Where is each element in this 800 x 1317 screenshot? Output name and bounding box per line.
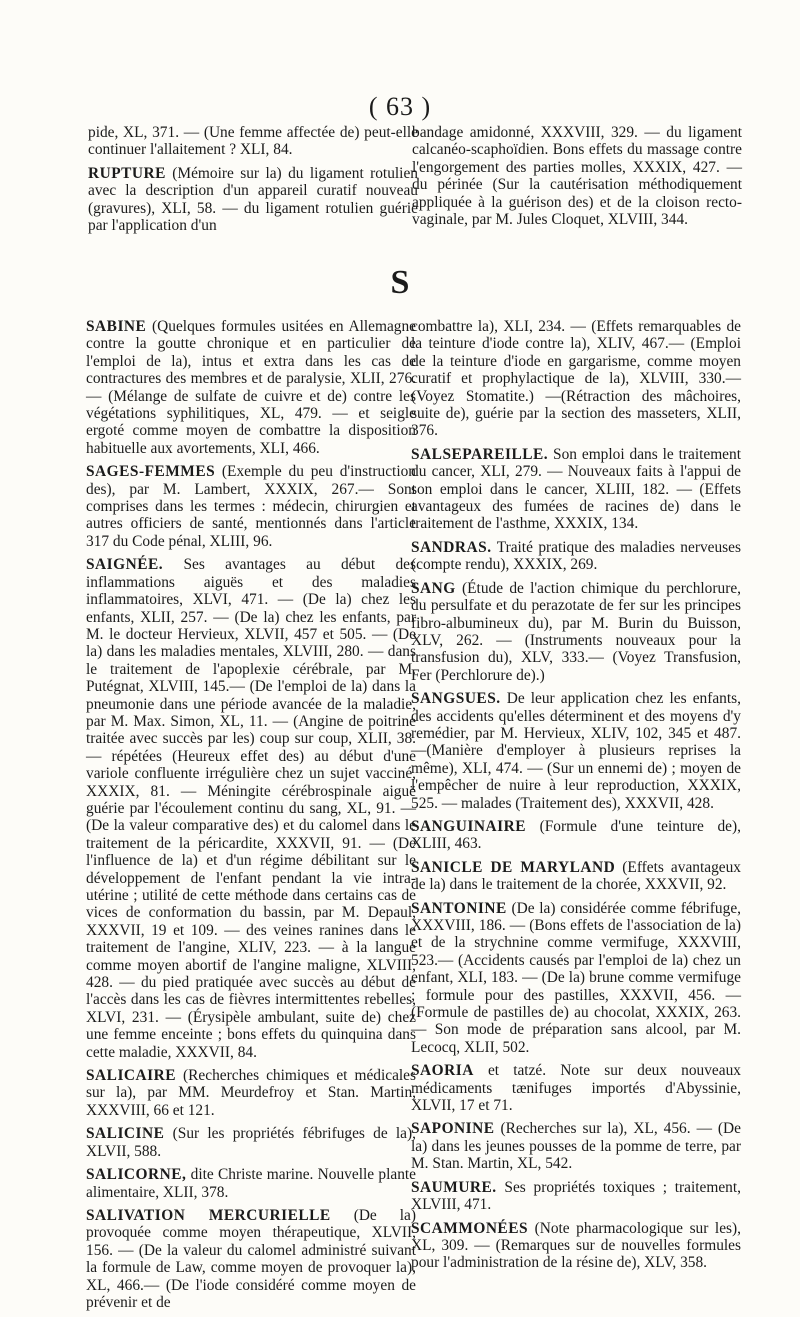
index-entry: [411, 690, 741, 812]
index-entry: [411, 580, 741, 684]
index-entry: [86, 1125, 416, 1160]
entry-headword: SALICINE: [86, 1125, 165, 1143]
entry-text: De leur application chez les enfants, des accidents qu'elles déterminent et des moyens d'y remédier, par M. Hervieux, XLIV, 102, 345 et 487. —(Manière d'employer à plusieurs reprises la même), XLI, 474. — (Sur un ennemi de) ; moyen de l'empêcher de nuire à leur reproduction, XXXIX, 525. — malades (Traitement des), XXXVII, 428.: [411, 690, 741, 812]
entry-headword: SABINE: [86, 318, 147, 335]
entry-headword: SANDRAS.: [411, 538, 492, 556]
entry-text: (Quelques formules usitées en Allemagne contre la goutte chronique et en particulier de l'emploi de la), intus et extra dans les cas de contractures des membres et de paralysie, XLII, 276.— (Mélange de sulfate de cuivre et de) contre les végétations syphilitiques, XL, 479. — et seigle ergoté comme moyen de combattre la disposition habituelle aux avortements, XLI, 466.: [86, 318, 416, 457]
index-entry: [411, 859, 741, 894]
entry-text: (Étude de l'action chimique du perchlorure, du persulfate et du perazotate de fer sur les principes fibro-albumineux du), par M. Burin du Buisson, XLV, 262. — (Instruments nouveaux pour la transfusion du), XLV, 333.— (Voyez Transfusion, Fer (Perchlorure de).): [411, 579, 741, 684]
entry-headword: SANGUINAIRE: [411, 817, 526, 835]
index-entry: [411, 1220, 741, 1272]
index-entry: [86, 1207, 416, 1311]
section-letter: S: [390, 264, 410, 301]
entry-text: Ses propriétés toxiques ; traitement, XLVIII, 471.: [411, 1178, 741, 1214]
column-right: [411, 318, 741, 1278]
page-number: ( 63 ): [368, 92, 432, 121]
entry-text: (Mémoire sur la) du ligament rotulien avec la description d'un appareil curatif nouveau (gravures), XLI, 58. — du ligament rotulien guérie par l'application d'un: [88, 164, 418, 235]
entry-headword: SALIVATION MERCURIELLE: [86, 1206, 331, 1224]
entry-headword: SAIGNÉE.: [86, 556, 164, 574]
column-top-right: [412, 124, 742, 234]
entry-headword: RUPTURE: [88, 164, 166, 182]
entry-text: (Recherches chimiques et médicales sur la), par MM. Meurdefroy et Stan. Martin, XXXVIII, 66 et 121.: [86, 1067, 416, 1119]
index-entry: [86, 318, 416, 457]
entry-text: et tatzé. Note sur deux nouveaux médicaments tænifuges importés d'Abyssinie, XLVII, 17 et 71.: [411, 1062, 741, 1115]
entry-text: (Note pharmacologique sur les), XL, 309. — (Remarques sur de nouvelles formules pour l'administration de la résine de), XLV, 358.: [411, 1219, 741, 1272]
column-top-left: [88, 124, 418, 240]
index-entry: [411, 318, 741, 440]
index-entry: [411, 1120, 741, 1172]
entry-headword: SAPONINE: [411, 1120, 495, 1138]
entry-headword: SANG: [411, 579, 456, 597]
entry-headword: SAGES-FEMMES: [86, 463, 216, 481]
entry-text: Ses avantages au début des inflammations aiguës et des maladies inflammatoires, XLVI, 471. — (De la) chez les enfants, XLII, 257. — (De la) chez les enfants, par M. le docteur Hervieux, XLVII, 457 et 505. — (De la) dans les maladies mentales, XLVIII, 280. — dans le traitement de l'apoplexie cérébrale, par M. Putégnat, XLVIII, 145.— (De l'emploi de la) dans la pneumonie dans une période avancée de la maladie, par M. Max. Simon, XL, 11. — (Angine de poitrine traitée avec succès par les) coup sur coup, XLII, 38. — répétées (Heureux effet des) au début d'une variole confluente irrégulière chez un sujet vacciné, XXXIX, 81. — Méningite cérébrospinale aiguë guérie par l'écoulement continu du sang, XL, 91. — (De la valeur comparative des) et du calomel dans le traitement de la péricardite, XXXVII, 91. — (De l'influence de la) et d'un régime débilitant sur le développement de l'enfant pendant la vie intra-utérine ; utilité de cette méthode dans certains cas de vices de conformation du bassin, par M. Depaul, XXXVII, 19 et 109. — des veines ranines dans le traitement de l'angine, XLIV, 223. — à la langue comme moyen abortif de l'angine maligne, XLVIII, 428. — du pied pratiquée avec succès au début de l'accès dans les cas de fièvres intermittentes rebelles, XLVI, 231. — (Érysipèle ambulant, suite de) chez une femme enceinte ; bons effets du quinquina dans cette maladie, XXXVII, 84.: [86, 556, 416, 1061]
entry-text: (Effets avantageux de la) dans le traitement de la chorée, XXXVII, 92.: [411, 858, 741, 894]
index-entry: [411, 1179, 741, 1214]
entry-text: Son emploi dans le traitement du cancer, XLI, 279. — Nouveaux faits à l'appui de son emploi dans le cancer, XLIII, 182. — (Effets avantageux des fumées de racines de) dans le traitement de l'asthme, XXXIX, 134.: [411, 445, 741, 533]
index-entry: [88, 124, 418, 159]
entry-text: (Formule d'une teinture de), XLIII, 463.: [411, 817, 741, 853]
index-entry: [411, 446, 741, 533]
index-entry: [86, 1067, 416, 1119]
column-left: [86, 318, 416, 1317]
entry-text: (Sur les propriétés fébrifuges de la), XLVII, 588.: [86, 1125, 416, 1160]
entry-headword: SALSEPAREILLE.: [411, 445, 549, 463]
entry-text: combattre la), XLI, 234. — (Effets remarquables de la teinture d'iode contre la), XLIV, 467.— (Emploi de la teinture d'iode en gargarisme, comme moyen curatif et prophylactique de la), XLVIII, 330.—(Voyez Stomatite.) —(Rétraction des mâchoires, suite de), guérie par la section des masseters, XLII, 376.: [411, 318, 741, 440]
entry-text: (De la) provoquée comme moyen thérapeutique, XLVII, 156. — (De la valeur du calomel administré suivant la formule de Law, comme moyen de provoquer la), XL, 466.— (De l'iode considéré comme moyen de prévenir et de: [86, 1206, 416, 1311]
index-entry: [411, 1062, 741, 1114]
index-entry: [86, 1166, 416, 1201]
entry-text: pide, XL, 371. — (Une femme affectée de) peut-elle continuer l'allaitement ? XLI, 84.: [88, 124, 418, 159]
entry-text: (Recherches sur la), XL, 456. — (De la) dans les jeunes pousses de la pomme de terre, par M. Stan. Martin, XL, 542.: [411, 1120, 741, 1173]
entry-headword: SANTONINE: [411, 899, 507, 917]
entry-headword: SAUMURE.: [411, 1178, 497, 1196]
index-entry: [411, 539, 741, 574]
entry-text: bandage amidonné, XXXVIII, 329. — du ligament calcanéo-scaphoïdien. Bons effets du massage contre l'engorgement des parties molles, XXXIX, 427. — du périnée (Sur la cautérisation méthodiquement appliquée à la guérison des) et de la cloison recto-vaginale, par M. Jules Cloquet, XLVIII, 344.: [412, 124, 742, 229]
index-entry: [412, 124, 742, 228]
index-entry: [411, 818, 741, 853]
entry-headword: SALICAIRE: [86, 1067, 177, 1085]
index-entry: [86, 556, 416, 1061]
entry-headword: SALICORNE,: [86, 1166, 187, 1184]
entry-text: (De la) considérée comme fébrifuge, XXXVIII, 186. — (Bons effets de l'association de la) et de la strychnine comme vermifuge, XXXVIII, 523.— (Accidents causés par l'emploi de la) chez un enfant, XLI, 183. — (De la) brune comme vermifuge ; formule pour des pastilles, XXXVII, 456. — (Formule de pastilles de) au chocolat, XXXIX, 263. — Son mode de préparation sans alcool, par M. Lecocq, XLII, 502.: [411, 899, 741, 1056]
entry-headword: SCAMMONÉES: [411, 1219, 529, 1237]
entry-text: dite Christe marine. Nouvelle plante alimentaire, XLII, 378.: [86, 1166, 416, 1201]
entry-headword: SAORIA: [411, 1062, 474, 1080]
entry-text: (Exemple du peu d'instruction des), par M. Lambert, XXXIX, 267.— Sont comprises dans les termes : médecin, chirurgien et autres officiers de santé, mentionnés dans l'article 317 du Code pénal, XLIII, 96.: [86, 463, 416, 550]
index-entry: [88, 165, 418, 235]
index-entry: [86, 463, 416, 550]
entry-headword: SANICLE DE MARYLAND: [411, 858, 616, 876]
index-entry: [411, 900, 741, 1057]
entry-text: Traité pratique des maladies nerveuses (compte rendu), XXXIX, 269.: [411, 538, 741, 574]
entry-headword: SANGSUES.: [411, 690, 501, 708]
